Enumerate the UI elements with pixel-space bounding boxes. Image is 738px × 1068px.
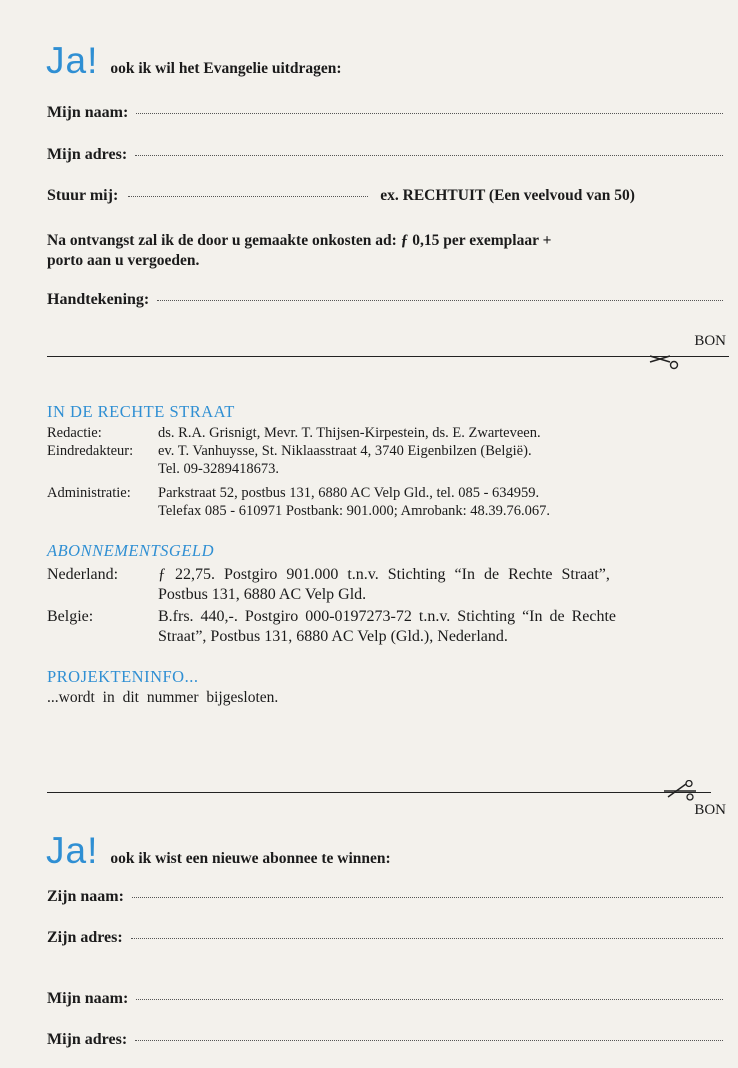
belgie-label: Belgie: <box>47 608 94 625</box>
signature-label: Handtekening: <box>47 291 150 308</box>
eindredakteur-line-2: Tel. 09-3289418673. <box>158 461 280 477</box>
quantity-suffix: ex. RECHTUIT (Een veelvoud van 50) <box>380 187 635 204</box>
magazine-title: IN DE RECHTE STRAAT <box>47 402 235 421</box>
address-input-line[interactable] <box>135 155 723 156</box>
new-subscriber-name-field[interactable] <box>47 888 723 906</box>
new-subscriber-address-label: Zijn adres: <box>47 929 123 946</box>
belgie-line-2: Straat”, Postbus 131, 6880 AC Velp (Gld.), Nederland. <box>158 628 508 645</box>
administratie-line-2: Telefax 085 - 610971 Postbank: 901.000; Amrobank: 48.39.76.067. <box>158 503 551 519</box>
quantity-label: Stuur mij: <box>47 187 119 204</box>
my-name-label: Mijn naam: <box>47 990 129 1007</box>
name-input-line[interactable] <box>136 113 723 114</box>
eindredakteur-line-1: ev. T. Vanhuysse, St. Niklaasstraat 4, 3740 Eigenbilzen (België). <box>158 443 532 459</box>
cost-notice-line-1: Na ontvangst zal ik de door u gemaakte onkosten ad: ƒ 0,15 per exemplaar + <box>47 232 552 249</box>
ja-heading: Ja! <box>46 830 99 871</box>
bon-label-top: BON <box>694 333 726 349</box>
redactie-label: Redactie: <box>47 425 102 441</box>
administratie-label: Administratie: <box>47 485 131 501</box>
subscription-heading: ABONNEMENTSGELD <box>47 541 215 560</box>
cut-line-top <box>47 356 729 357</box>
my-name-input-line[interactable] <box>136 999 723 1000</box>
address-field[interactable] <box>47 146 723 164</box>
my-name-field[interactable] <box>47 990 723 1008</box>
new-subscriber-address-field[interactable] <box>47 929 723 947</box>
cost-notice-line-2: porto aan u vergoeden. <box>47 252 200 269</box>
eindredakteur-label: Eindredakteur: <box>47 443 134 459</box>
my-address-input-line[interactable] <box>135 1040 723 1041</box>
name-label: Mijn naam: <box>47 104 129 121</box>
cut-line-bottom <box>47 792 711 793</box>
signature-field[interactable] <box>47 291 723 309</box>
new-subscriber-address-input-line[interactable] <box>131 938 723 939</box>
my-address-label: Mijn adres: <box>47 1031 128 1048</box>
redactie-value: ds. R.A. Grisnigt, Mevr. T. Thijsen-Kirpestein, ds. E. Zwarteveen. <box>158 425 541 441</box>
nederland-line-2: Postbus 131, 6880 AC Velp Gld. <box>158 586 367 603</box>
quantity-input-line[interactable] <box>128 196 368 197</box>
nederland-line-1: ƒ 22,75. Postgiro 901.000 t.n.v. Stichting “In de Rechte Straat”, <box>158 566 610 583</box>
subscriber-form-intro: ook ik wist een nieuwe abonnee te winnen: <box>110 850 391 867</box>
administratie-line-1: Parkstraat 52, postbus 131, 6880 AC Velp Gld., tel. 085 - 634959. <box>158 485 540 501</box>
my-address-field[interactable] <box>47 1031 723 1049</box>
bon-label-bottom: BON <box>694 802 726 818</box>
order-form-intro: ook ik wil het Evangelie uitdragen: <box>110 60 342 77</box>
new-subscriber-name-input-line[interactable] <box>132 897 723 898</box>
belgie-line-1: B.frs. 440,-. Postgiro 000-0197273-72 t.n.v. Stichting “In de Rechte <box>158 608 617 625</box>
projekten-text: ...wordt in dit nummer bijgesloten. <box>47 689 279 706</box>
name-field[interactable] <box>47 104 723 122</box>
ja-heading: Ja! <box>46 40 99 81</box>
order-form-header <box>46 42 342 79</box>
scissors-icon <box>648 348 682 372</box>
cost-notice <box>47 231 737 271</box>
quantity-field[interactable] <box>47 187 728 205</box>
new-subscriber-name-label: Zijn naam: <box>47 888 124 905</box>
address-label: Mijn adres: <box>47 146 128 163</box>
nederland-label: Nederland: <box>47 566 119 583</box>
projekten-heading: PROJEKTENINFO... <box>47 667 199 686</box>
subscriber-form-header <box>46 832 391 869</box>
signature-input-line[interactable] <box>157 300 723 301</box>
